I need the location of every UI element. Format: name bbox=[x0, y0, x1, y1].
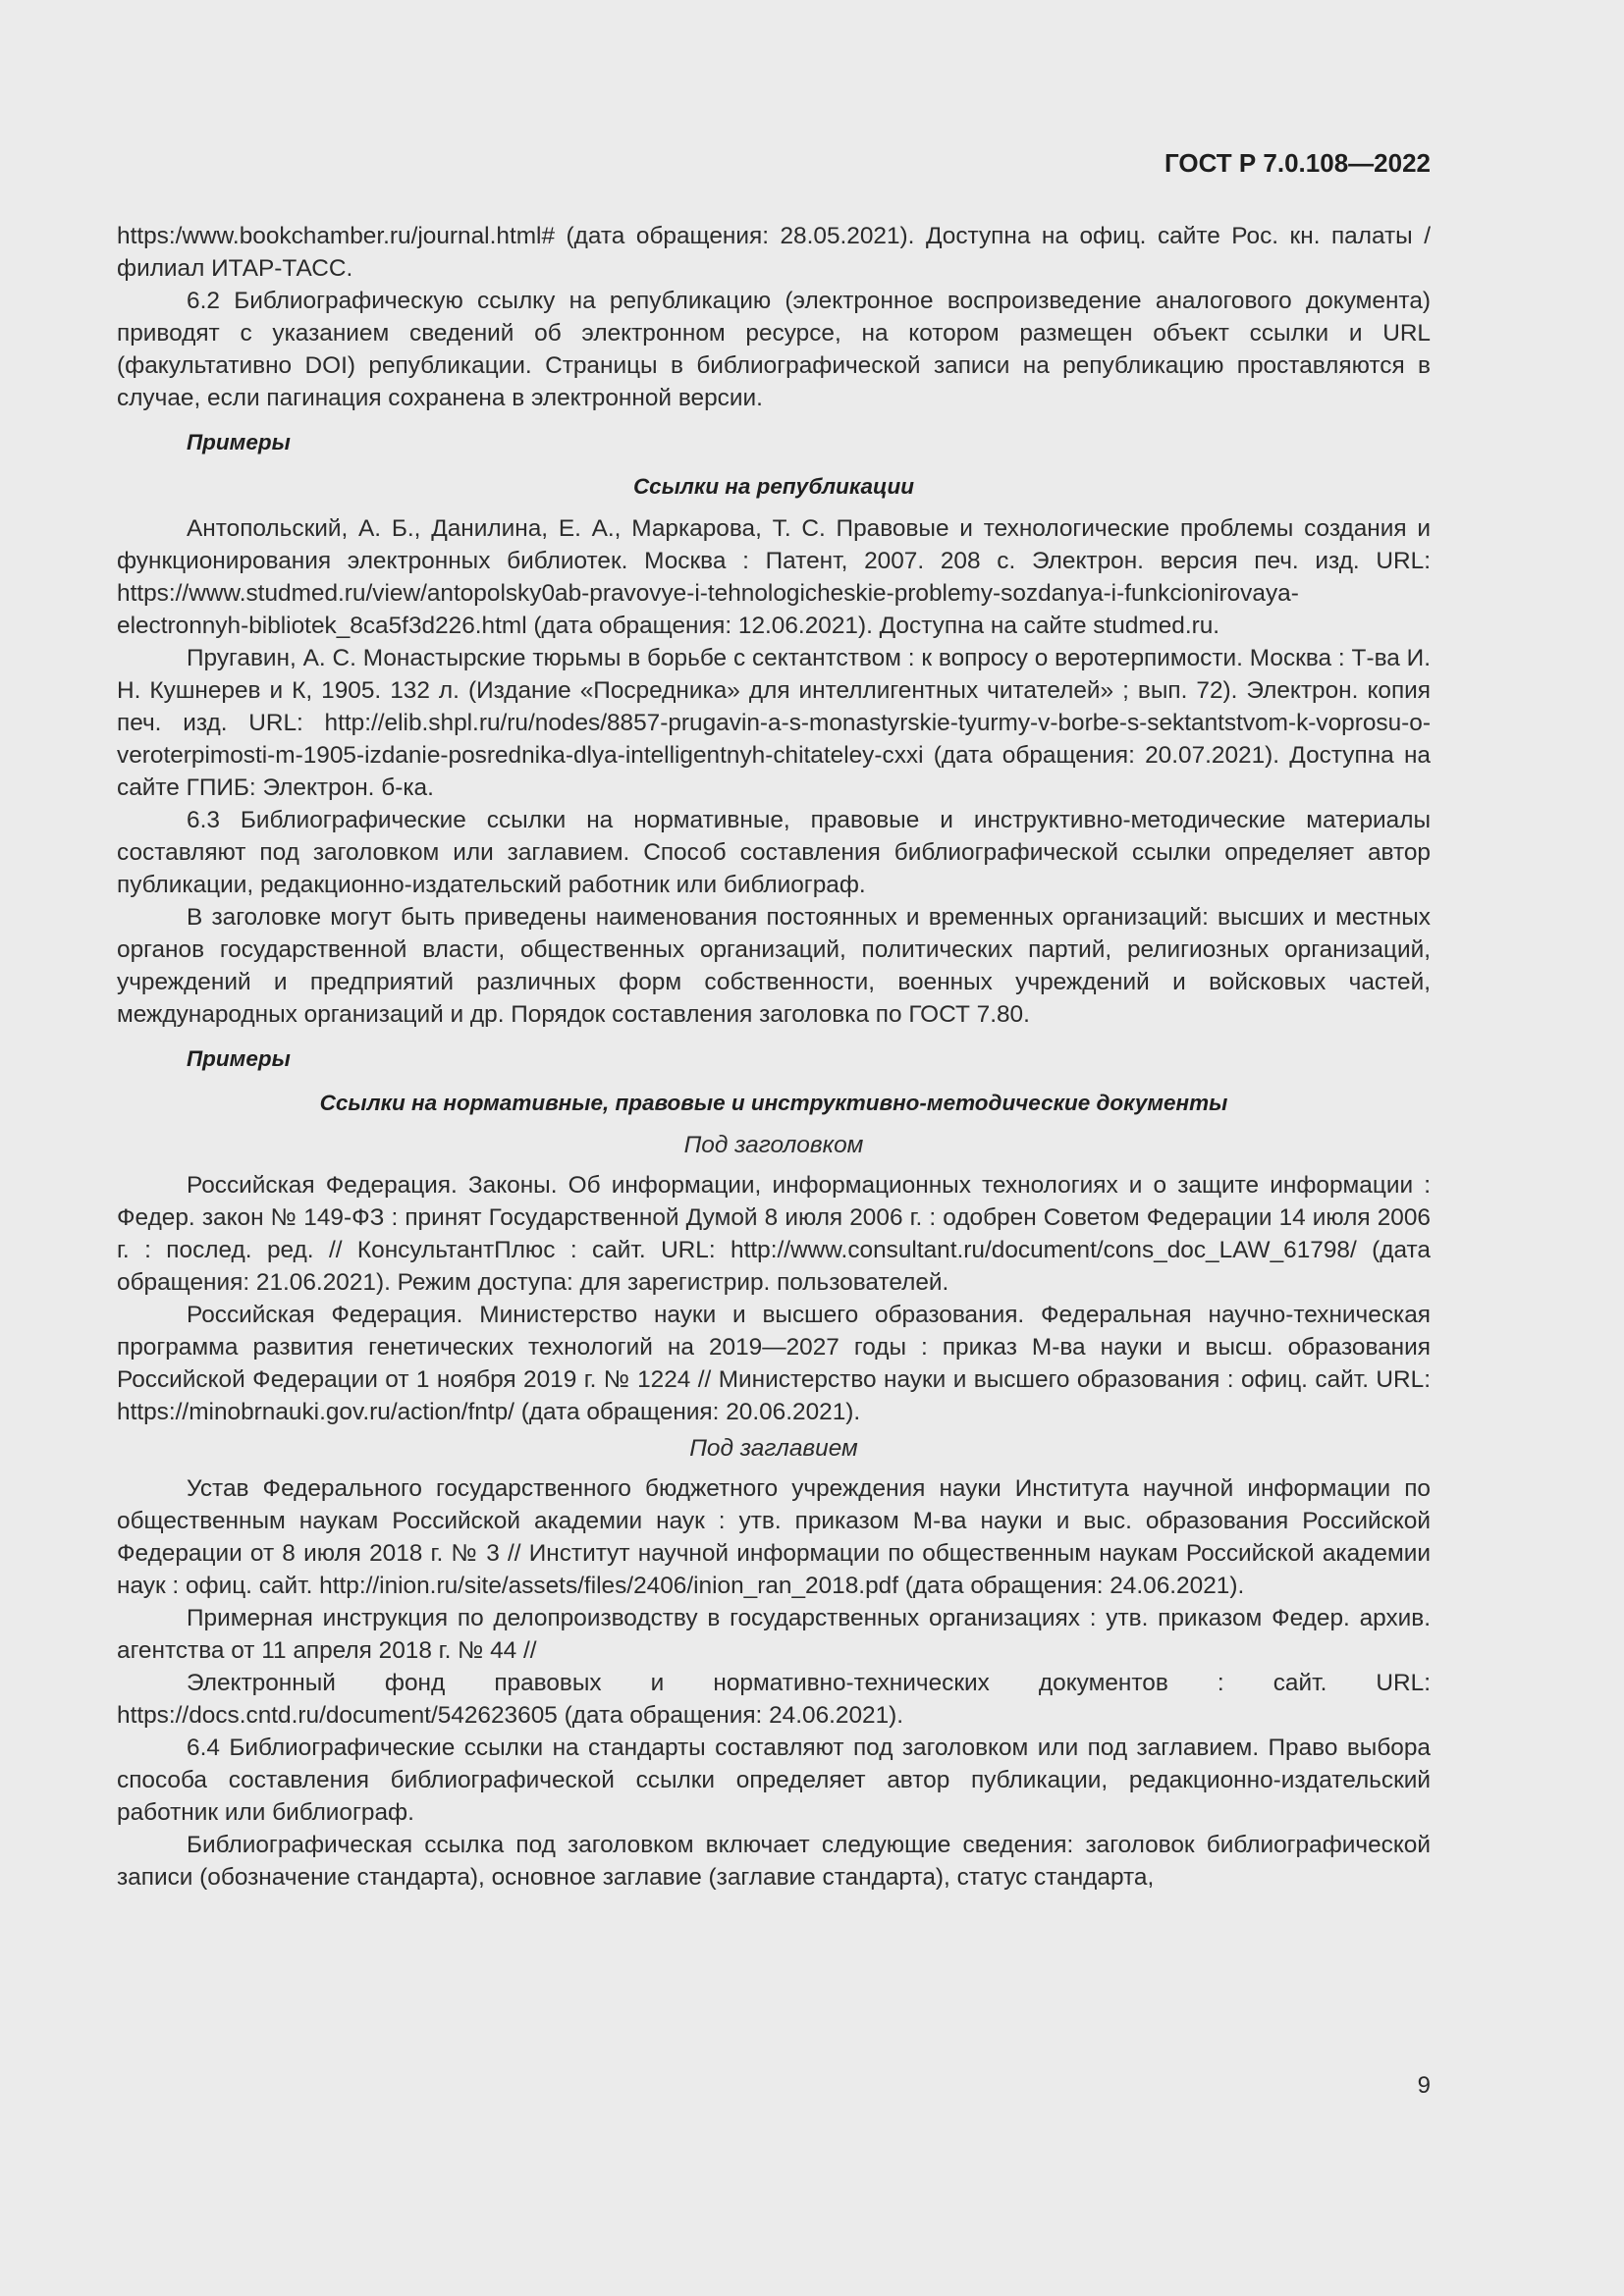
example-antopolsky: Антопольский, А. Б., Данилина, Е. А., Маркарова, Т. С. Правовые и технологические проблемы создания и функционирования электронных библиотек. Москва : Патент, 2007. 208 с. Электрон. версия печ. изд. URL: https://www.studmed.ru/view/antopolsky0ab-pravovye-i-tehnologicheskie-problemy-sozdanya-i-funkcionirovaya-electronnyh-bibliotek_8ca5f3d226.html (дата обращения: 12.06.2021). Доступна на сайте studmed.ru. bbox=[117, 515, 1431, 639]
heading-republication: Ссылки на републикации bbox=[632, 474, 915, 499]
paragraph-continuation: https:/www.bookchamber.ru/journal.html# (дата обращения: 28.05.2021). Доступна на офиц. сайте Рос. кн. палаты /филиал ИТАР-ТАСС. bbox=[117, 223, 1431, 282]
subheading-under-heading: Под заголовком bbox=[683, 1132, 864, 1158]
subheading-under-title: Под заглавием bbox=[689, 1435, 858, 1462]
example-charter: Устав Федерального государственного бюджетного учреждения науки Института научной информации по общественным наукам Российской академии наук : утв. приказом М-ва науки и выс. образования Российской Федерации от 8 июля 2018 г. № 3 // Институт научной информации по общественным наукам Российской академии наук : офиц. сайт. http://inion.ru/site/assets/files/2406/inion_ran_2018.pdf (дата обращения: 24.06.2021). bbox=[117, 1475, 1431, 1599]
paragraph-headings: В заголовке могут быть приведены наименования постоянных и временных организаций: высших и местных органов государственной власти, общественных организаций, политических партий, религиозных организаций, учреждений и предприятий различных форм собственности, военных учреждений и войсковых частей, международных организаций и др. Порядок составления заголовка по ГОСТ 7.80. bbox=[117, 904, 1431, 1028]
page-number: 9 bbox=[1417, 2072, 1431, 2099]
example-rf-ministry: Российская Федерация. Министерство науки и высшего образования. Федеральная научно-техническая программа развития генетических технологий на 2019—2027 годы : приказ М-ва науки и высш. образования Российской Федерации от 1 ноября 2019 г. № 1224 // Министерство науки и высшего образования : офиц. сайт. URL: https://minobrnauki.gov.ru/action/fntp/ (дата обращения: 20.06.2021). bbox=[117, 1302, 1431, 1425]
example-prugavin: Пругавин, А. С. Монастырские тюрьмы в борьбе с сектантством : к вопросу о веротерпимости. Москва : Т-ва И. Н. Кушнерев и К, 1905. 132 л. (Издание «Посредника» для интеллигентных читателей» ; вып. 72). Электрон. копия печ. изд. URL: http://elib.shpl.ru/ru/nodes/8857-prugavin-a-s-monastyrskie-tyurmy-v-borbe-s-sektantstvom-k-voprosu-o-veroterpimosti-m-1905-izdanie-posrednika-dlya-intelligentnyh-chitateley-cxxi (дата обращения: 20.07.2021). Доступна на сайте ГПИБ: Электрон. б-ка. bbox=[117, 645, 1431, 801]
example-rf-law: Российская Федерация. Законы. Об информации, информационных технологиях и о защите информации : Федер. закон № 149-ФЗ : принят Государственной Думой 8 июля 2006 г. : одобрен Советом Федерации 14 июля 2006 г. : послед. ред. // КонсультантПлюс : сайт. URL: http://www.consultant.ru/document/cons_doc_LAW_61798/ (дата обращения: 21.06.2021). Режим доступа: для зарегистрир. пользователей. bbox=[117, 1172, 1431, 1296]
example-instruction: Примерная инструкция по делопроизводству в государственных организациях : утв. приказом Федер. архив. агентства от 11 апреля 2018 г. № 44 // bbox=[117, 1605, 1431, 1664]
examples-label: Примеры bbox=[187, 1046, 291, 1071]
paragraph-6-2: 6.2 Библиографическую ссылку на републикацию (электронное воспроизведение аналогового документа) приводят с указанием сведений об электронном ресурсе, на котором размещен объект ссылки и URL (факультативно DOI) републикации. Страницы в библиографической записи на републикацию проставляются в случае, если пагинация сохранена в электронной версии. bbox=[117, 288, 1431, 411]
paragraph-6-3: 6.3 Библиографические ссылки на нормативные, правовые и инструктивно-методические материалы составляют под заголовком или заглавием. Способ составления библиографической ссылки определяет автор публикации, редакционно-издательский работник или библиограф. bbox=[117, 807, 1431, 898]
paragraph-under-heading: Библиографическая ссылка под заголовком включает следующие сведения: заголовок библиографической записи (обозначение стандарта), основное заглавие (заглавие стандарта), статус стандарта, bbox=[117, 1832, 1431, 1891]
examples-label: Примеры bbox=[187, 430, 291, 454]
document-code: ГОСТ Р 7.0.108—2022 bbox=[1164, 148, 1431, 178]
heading-normative: Ссылки на нормативные, правовые и инструктивно-методические документы bbox=[319, 1091, 1228, 1115]
paragraph-6-4: 6.4 Библиографические ссылки на стандарты составляют под заголовком или под заглавием. Право выбора способа составления библиографической ссылки определяет автор публикации, редакционно-издательский работник или библиограф. bbox=[117, 1735, 1431, 1826]
example-fund: Электронный фонд правовых и нормативно-технических документов : сайт. URL: https://docs.cntd.ru/document/542623605 (дата обращения: 24.06.2021). bbox=[117, 1670, 1431, 1729]
document-body bbox=[117, 220, 1431, 1894]
